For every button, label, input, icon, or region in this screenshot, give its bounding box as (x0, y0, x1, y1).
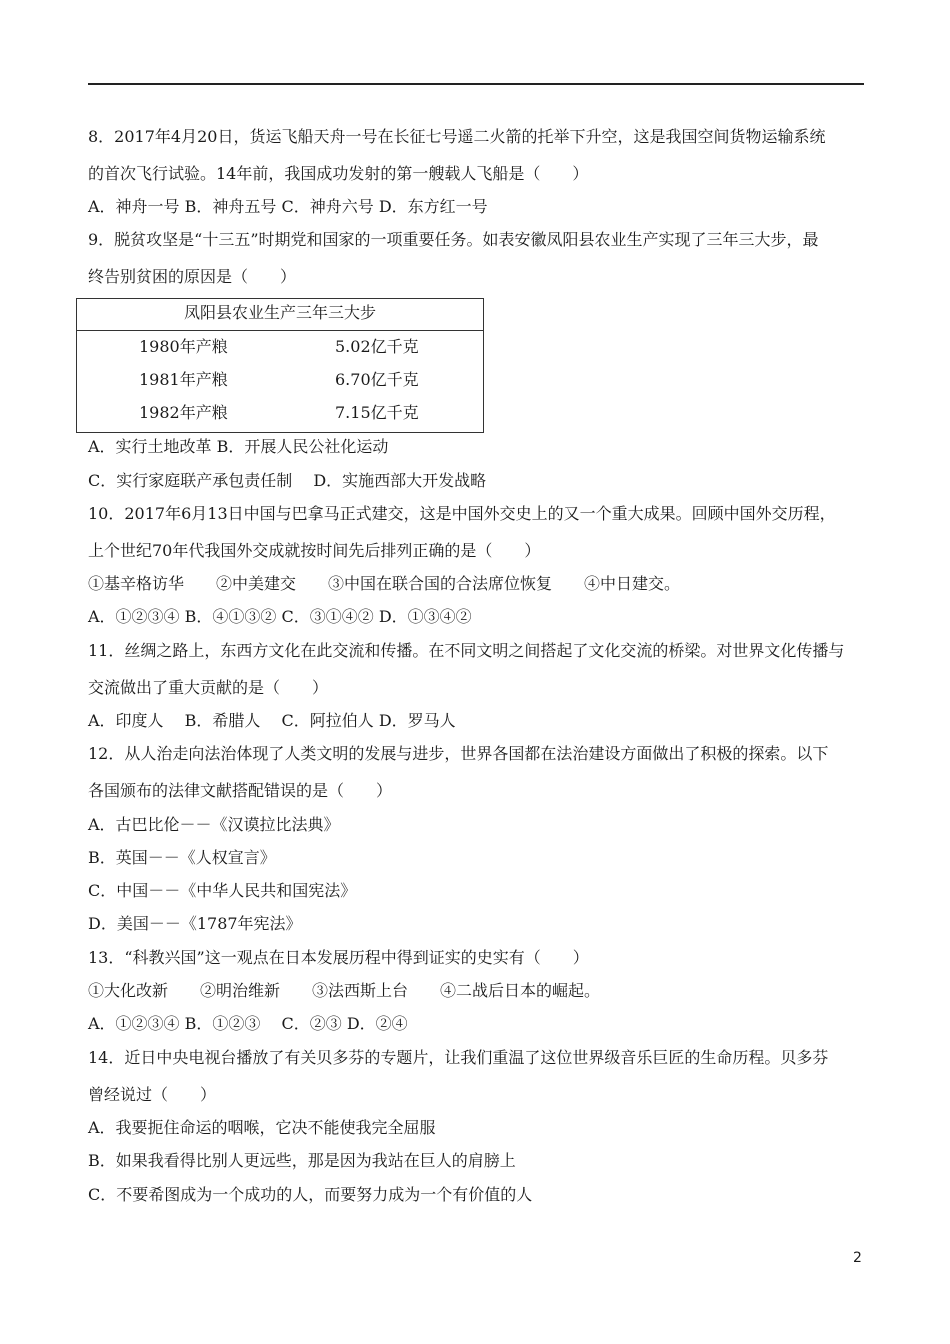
q14-stem-line1: 14．近日中央电视台播放了有关贝多芬的专题片，让我们重温了这位世界级音乐巨匠的生命历程。贝多芬 (88, 1048, 829, 1067)
q8-stem-line1: 8．2017年4月20日，货运飞船天舟一号在长征七号遥二火箭的托举下升空，这是我国空间货物运输系统 (88, 127, 826, 146)
table-row (77, 370, 483, 390)
q9-stem-line1: 9．脱贫攻坚是“十三五”时期党和国家的一项重要任务。如表安徽凤阳县农业生产实现了三年三大步，最 (88, 230, 819, 249)
header-rule (88, 83, 864, 85)
q11-stem-line1: 11．丝绸之路上，东西方文化在此交流和传播。在不同文明之间搭起了文化交流的桥梁。对世界文化传播与 (88, 641, 845, 660)
q13-stem: 13．“科教兴国”这一观点在日本发展历程中得到证实的史实有（ ） (88, 948, 589, 967)
table-cell-amount: 7.15亿千克 (335, 403, 419, 422)
q14-stem-line2: 曾经说过（ ） (88, 1085, 217, 1104)
table-row (77, 403, 483, 423)
table-title: 凤阳县农业生产三年三大步 (77, 299, 483, 331)
q8-options: A．神舟一号 B．神舟五号 C．神舟六号 D．东方红一号 (88, 197, 488, 216)
q14-option-c: C．不要希图成为一个成功的人，而要努力成为一个有价值的人 (88, 1185, 533, 1204)
table-row (77, 337, 483, 357)
q13-options: A．①②③④ B．①②③ C．②③ D．②④ (88, 1014, 408, 1033)
q12-option-b: B．英国－－《人权宣言》 (88, 848, 276, 867)
table-cell-amount: 6.70亿千克 (335, 370, 419, 389)
q13-items: ①大化改新 ②明治维新 ③法西斯上台 ④二战后日本的崛起。 (88, 981, 601, 1000)
grain-production-table (76, 298, 484, 433)
q9-options-line2: C．实行家庭联产承包责任制 D．实施西部大开发战略 (88, 471, 487, 490)
table-cell-amount: 5.02亿千克 (335, 337, 419, 356)
q11-stem-line2: 交流做出了重大贡献的是（ ） (88, 678, 329, 697)
q10-items: ①基辛格访华 ②中美建交 ③中国在联合国的合法席位恢复 ④中日建交。 (88, 574, 681, 593)
table-cell-year: 1982年产粮 (139, 403, 228, 422)
q11-options: A．印度人 B．希腊人 C．阿拉伯人 D．罗马人 (88, 711, 456, 730)
q10-stem-line1: 10．2017年6月13日中国与巴拿马正式建交，这是中国外交史上的又一个重大成果。回顾中国外交历程， (88, 504, 836, 523)
q9-stem-line2: 终告别贫困的原因是（ ） (88, 267, 297, 286)
q12-option-a: A．古巴比伦－－《汉谟拉比法典》 (88, 815, 340, 834)
q10-stem-line2: 上个世纪70年代我国外交成就按时间先后排列正确的是（ ） (88, 541, 541, 560)
q12-stem-line2: 各国颁布的法律文献搭配错误的是（ ） (88, 781, 393, 800)
q14-option-a: A．我要扼住命运的咽喉，它决不能使我完全屈服 (88, 1118, 436, 1137)
q10-options: A．①②③④ B．④①③② C．③①④② D．①③④② (88, 607, 472, 626)
table-cell-year: 1980年产粮 (139, 337, 228, 356)
q12-stem-line1: 12．从人治走向法治体现了人类文明的发展与进步，世界各国都在法治建设方面做出了积极的探索。以下 (88, 744, 829, 763)
q12-option-c: C．中国－－《中华人民共和国宪法》 (88, 881, 357, 900)
q8-stem-line2: 的首次飞行试验。14年前，我国成功发射的第一艘载人飞船是（ ） (88, 164, 589, 183)
q12-option-d: D．美国－－《1787年宪法》 (88, 914, 302, 933)
q14-option-b: B．如果我看得比别人更远些，那是因为我站在巨人的肩膀上 (88, 1151, 516, 1170)
page-number: 2 (853, 1250, 862, 1266)
q9-options-line1: A．实行土地改革 B．开展人民公社化运动 (88, 437, 389, 456)
table-cell-year: 1981年产粮 (139, 370, 228, 389)
